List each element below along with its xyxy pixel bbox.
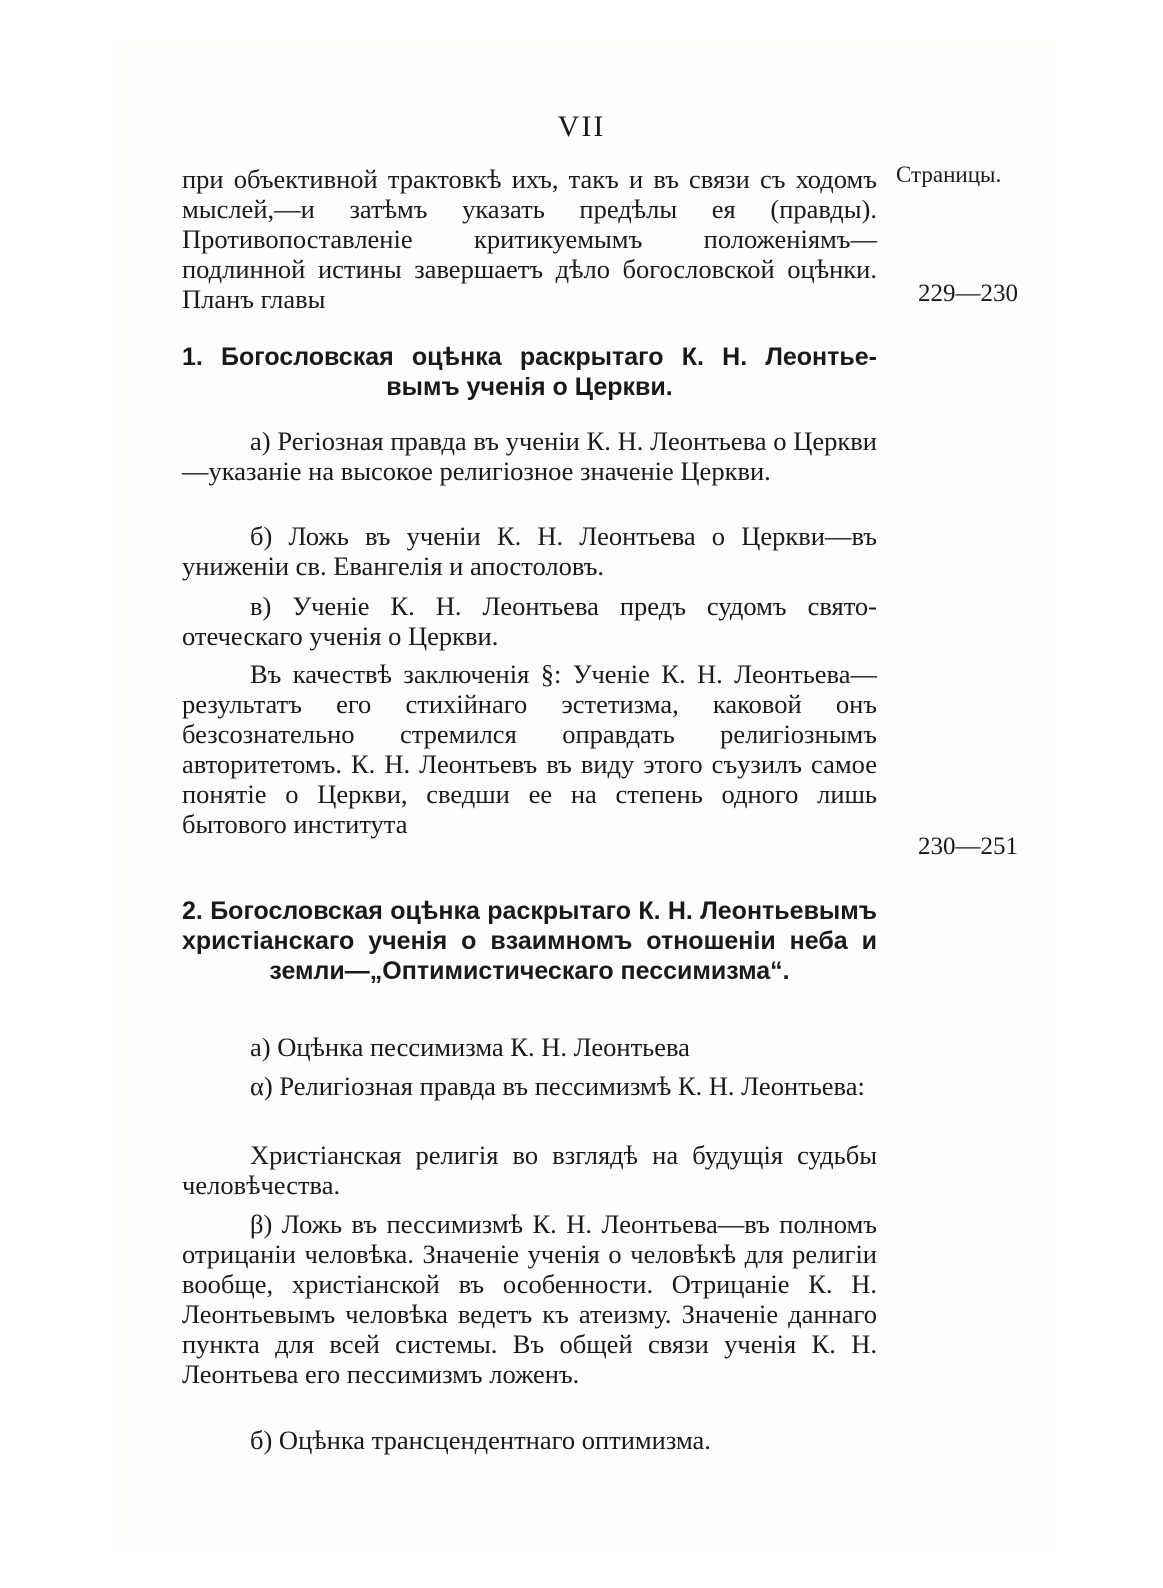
section2-item-b: б) Оцѣнка трансцендентнаго оптимизма. — [250, 1425, 711, 1455]
section2-christian-religion: Христіанская религія во взглядѣ на будущія судьбы человѣчества. — [182, 1140, 877, 1200]
section1-item-b: б) Ложь въ ученіи К. Н. Леонтьева о Церкви—въ униженіи св. Евангелія и апостоловъ. — [182, 521, 877, 581]
section2-item-beta: β) Ложь въ пессимизмѣ К. Н. Леонтьева—въ полномъ отрицаніи человѣка. Значеніе ученія о человѣкѣ для религіи вообще, христіанской въ особенности. Отрицаніе К. Н. Леонтьевымъ человѣка ведетъ къ атеизму. Значеніе даннаго пункта для всей системы. Въ общей связи ученія К. Н. Леонтьева его пессимизмъ ложенъ. — [182, 1209, 877, 1389]
section1-page-range: 230—251 — [918, 833, 1018, 860]
page-number: VII — [557, 110, 606, 143]
section1-heading — [182, 342, 877, 402]
section2-heading-text: 2. Богословская оцѣнка раскрытаго К. Н. Леонтьевымъ христіанскаго ученія о взаимномъ отношеніи неба и земли—„Оптимистическаго пессимизма“. — [182, 897, 877, 985]
section1-heading-line1: 1. Богословская оцѣнка раскрытаго К. Н. Леонтье- — [182, 343, 877, 371]
section2-item-a: а) Оцѣнка пессимизма К. Н. Леонтьева — [250, 1032, 690, 1062]
section1-item-a: а) Регіозная правда въ ученіи К. Н. Леонтьева о Церкви—указаніе на высокое религіозное значеніе Церкви. — [182, 426, 877, 486]
section1-heading-line2: вымъ ученія о Церкви. — [386, 373, 673, 401]
section1-item-v: в) Ученіе К. Н. Леонтьева предъ судомъ свято-отеческаго ученія о Церкви. — [182, 591, 877, 651]
intro-text: при объективной трактовкѣ ихъ, такъ и въ связи съ ходомъ мыслей,—и затѣмъ указать предѣлы ея (правды). Противопоставленіе критикуемымъ положеніямъ—подлинной истины завершаетъ дѣло богословской оцѣнки. Планъ главы — [182, 164, 877, 314]
section2-heading — [182, 896, 877, 986]
section2-item-alpha: α) Религіозная правда въ пессимизмѣ К. Н. Леонтьева: — [250, 1071, 865, 1101]
section1-conclusion: Въ качествѣ заключенія §: Ученіе К. Н. Леонтьева—результатъ его стихійнаго эстетизма, каковой онъ безсознательно стремился оправдать религіознымъ авторитетомъ. К. Н. Леонтьевъ въ виду этого съузилъ самое понятіе о Церкви, сведши ее на степень одного лишь бытового института — [182, 659, 877, 839]
intro-paragraph — [182, 164, 877, 314]
pages-column-header: Страницы. — [896, 162, 1002, 187]
intro-page-range: 229—230 — [918, 280, 1018, 307]
